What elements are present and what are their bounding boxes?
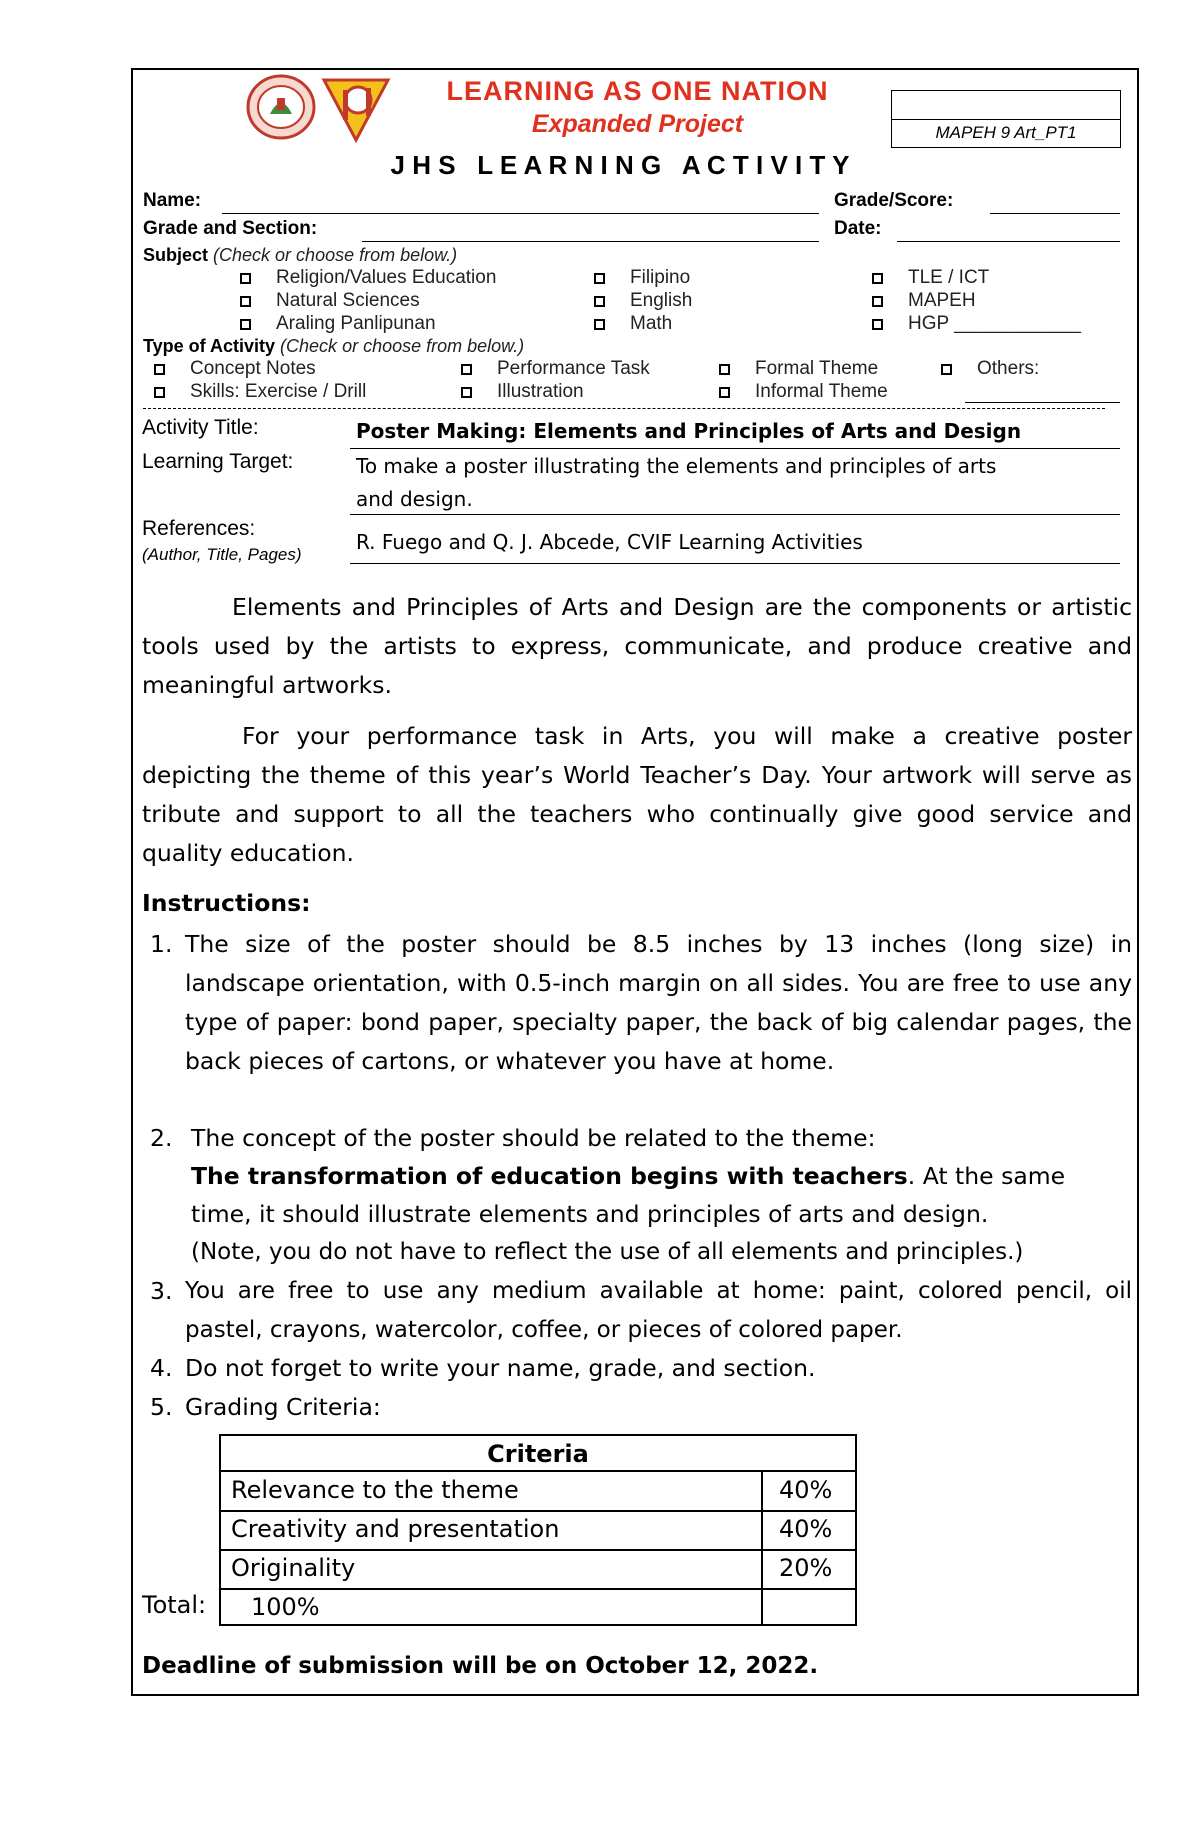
instruction-2-line3: time, it should illustrate elements and principles of arts and design. (191, 1200, 989, 1228)
instruction-5: Grading Criteria: (185, 1393, 381, 1421)
type-informal-theme: Informal Theme (755, 381, 888, 402)
activity-title-line (350, 448, 1120, 449)
checkbox-natural-sciences[interactable] (240, 296, 251, 307)
intro-paragraph: Elements and Principles of Arts and Design are the components or artistic tools used by the artists to express, communicate, and produce creative and meaningful artworks. (142, 593, 1132, 699)
checkbox-formal-theme[interactable] (719, 364, 730, 375)
subject-hgp: HGP ____________ (908, 313, 1081, 334)
criteria-heading: Criteria (221, 1436, 855, 1472)
type-performance-task: Performance Task (497, 358, 650, 379)
deadline-note: Deadline of submission will be on October 12, 2022. (142, 1653, 819, 1679)
subject-math: Math (630, 313, 673, 334)
criteria-name: Relevance to the theme (231, 1476, 519, 1504)
instruction-1: The size of the poster should be 8.5 inches by 13 inches (long size) in landscape orientation, with 0.5-inch margin on all sides. You are free to use any type of paper: bond paper, specialty paper, the back of big calendar pages, the back pieces of cartons, or whatever you have at home. (185, 930, 1132, 1075)
date-label: Date: (834, 218, 882, 239)
criteria-name: Originality (231, 1554, 356, 1582)
references-hint: (Author, Title, Pages) (142, 545, 302, 564)
references-rule (350, 563, 1120, 564)
grade-score-field-line[interactable] (990, 213, 1120, 214)
others-field-line[interactable] (965, 402, 1120, 403)
instruction-2-intro: The concept of the poster should be related to the theme: (191, 1124, 876, 1152)
type-illustration: Illustration (497, 381, 584, 402)
learning-target-label: Learning Target: (142, 450, 294, 473)
type-concept-notes: Concept Notes (190, 358, 316, 379)
learning-target-line2: and design. (356, 487, 473, 511)
references-text: R. Fuego and Q. J. Abcede, CVIF Learning Activities (356, 530, 863, 554)
subject-tle-ict: TLE / ICT (908, 267, 990, 288)
total-label: Total: (142, 1591, 207, 1619)
header-subtitle: Expanded Project (531, 110, 744, 138)
instruction-2-theme-line (191, 1157, 1065, 1196)
subject-mapeh: MAPEH (908, 290, 976, 311)
checkbox-araling-panlipunan[interactable] (240, 319, 251, 330)
type-formal-theme: Formal Theme (755, 358, 879, 379)
activity-type-heading (143, 336, 524, 357)
instructions-heading: Instructions: (142, 889, 311, 917)
row-divider (221, 1510, 855, 1512)
subject-label: Subject (143, 245, 209, 265)
checkbox-filipino[interactable] (594, 273, 605, 284)
checkbox-english[interactable] (594, 296, 605, 307)
subject-heading (143, 245, 457, 266)
checkbox-concept-notes[interactable] (154, 364, 165, 375)
deped-division-logo (320, 74, 392, 144)
subject-religion: Religion/Values Education (276, 267, 497, 288)
criteria-name: Creativity and presentation (231, 1515, 560, 1543)
criteria-percent: 40% (779, 1476, 833, 1504)
grade-section-field-line[interactable] (362, 241, 819, 242)
name-field-line[interactable] (222, 213, 819, 214)
name-label: Name: (143, 190, 202, 211)
checkbox-tle-ict[interactable] (872, 273, 883, 284)
checkbox-performance-task[interactable] (461, 364, 472, 375)
activity-title-label: Activity Title: (142, 416, 259, 439)
criteria-column-divider (761, 1472, 763, 1624)
subject-english: English (630, 290, 693, 311)
activity-type-label: Type of Activity (143, 336, 276, 356)
grade-section-label: Grade and Section: (143, 218, 318, 239)
type-skills-drill: Skills: Exercise / Drill (190, 381, 367, 402)
references-label: References: (142, 517, 256, 540)
checkbox-math[interactable] (594, 319, 605, 330)
activity-title: Poster Making: Elements and Principles of Arts and Design (356, 419, 1022, 443)
grade-score-label: Grade/Score: (834, 190, 954, 211)
total-value: 100% (251, 1593, 320, 1621)
document-code: MAPEH 9 Art_PT1 (891, 120, 1121, 148)
checkbox-mapeh[interactable] (872, 296, 883, 307)
header-title: LEARNING AS ONE NATION (446, 76, 829, 106)
learning-target-line1: To make a poster illustrating the elements and principles of arts (356, 454, 997, 478)
task-paragraph: For your performance task in Arts, you will make a creative poster depicting the theme of this year’s World Teacher’s Day. Your artwork will serve as tribute and support to all the teachers who continually give good service and quality education. (142, 722, 1132, 867)
criteria-percent: 40% (779, 1515, 833, 1543)
instruction-2-rest: . At the same (907, 1162, 1066, 1190)
section-divider (143, 408, 1105, 409)
learning-target-rule (350, 514, 1120, 515)
instruction-3: You are free to use any medium available at home: paint, colored pencil, oil pastel, crayons, watercolor, coffee, or pieces of colored paper. (185, 1278, 1132, 1343)
instruction-number-4: 4. (150, 1354, 173, 1382)
criteria-percent: 20% (779, 1554, 833, 1582)
subject-hint: (Check or choose from below.) (213, 245, 458, 265)
checkbox-illustration[interactable] (461, 387, 472, 398)
criteria-table (219, 1434, 857, 1626)
type-others: Others: (977, 358, 1040, 379)
date-field-line[interactable] (897, 241, 1120, 242)
instruction-4: Do not forget to write your name, grade, and section. (185, 1354, 816, 1382)
activity-heading: J H S L E A R N I N G A C T I V I T Y (390, 150, 850, 180)
checkbox-religion[interactable] (240, 273, 251, 284)
code-box-blank (891, 90, 1121, 120)
school-seal-logo (246, 74, 316, 140)
subject-filipino: Filipino (630, 267, 691, 288)
checkbox-informal-theme[interactable] (719, 387, 730, 398)
subject-natural-sciences: Natural Sciences (276, 290, 420, 311)
instruction-number-2: 2. (150, 1124, 173, 1152)
instruction-2-note: (Note, you do not have to reflect the use of all elements and principles.) (191, 1239, 1024, 1265)
activity-type-hint: (Check or choose from below.) (280, 336, 525, 356)
instruction-number-3: 3. (150, 1277, 173, 1305)
checkbox-skills-drill[interactable] (154, 387, 165, 398)
checkbox-hgp[interactable] (872, 319, 883, 330)
instruction-2-theme: The transformation of education begins with teachers (191, 1162, 908, 1190)
checkbox-others[interactable] (941, 364, 952, 375)
instruction-number-1: 1. (150, 930, 173, 958)
row-divider (221, 1588, 855, 1590)
row-divider (221, 1549, 855, 1551)
instruction-number-5: 5. (150, 1393, 173, 1421)
subject-araling-panlipunan: Araling Panlipunan (276, 313, 436, 334)
